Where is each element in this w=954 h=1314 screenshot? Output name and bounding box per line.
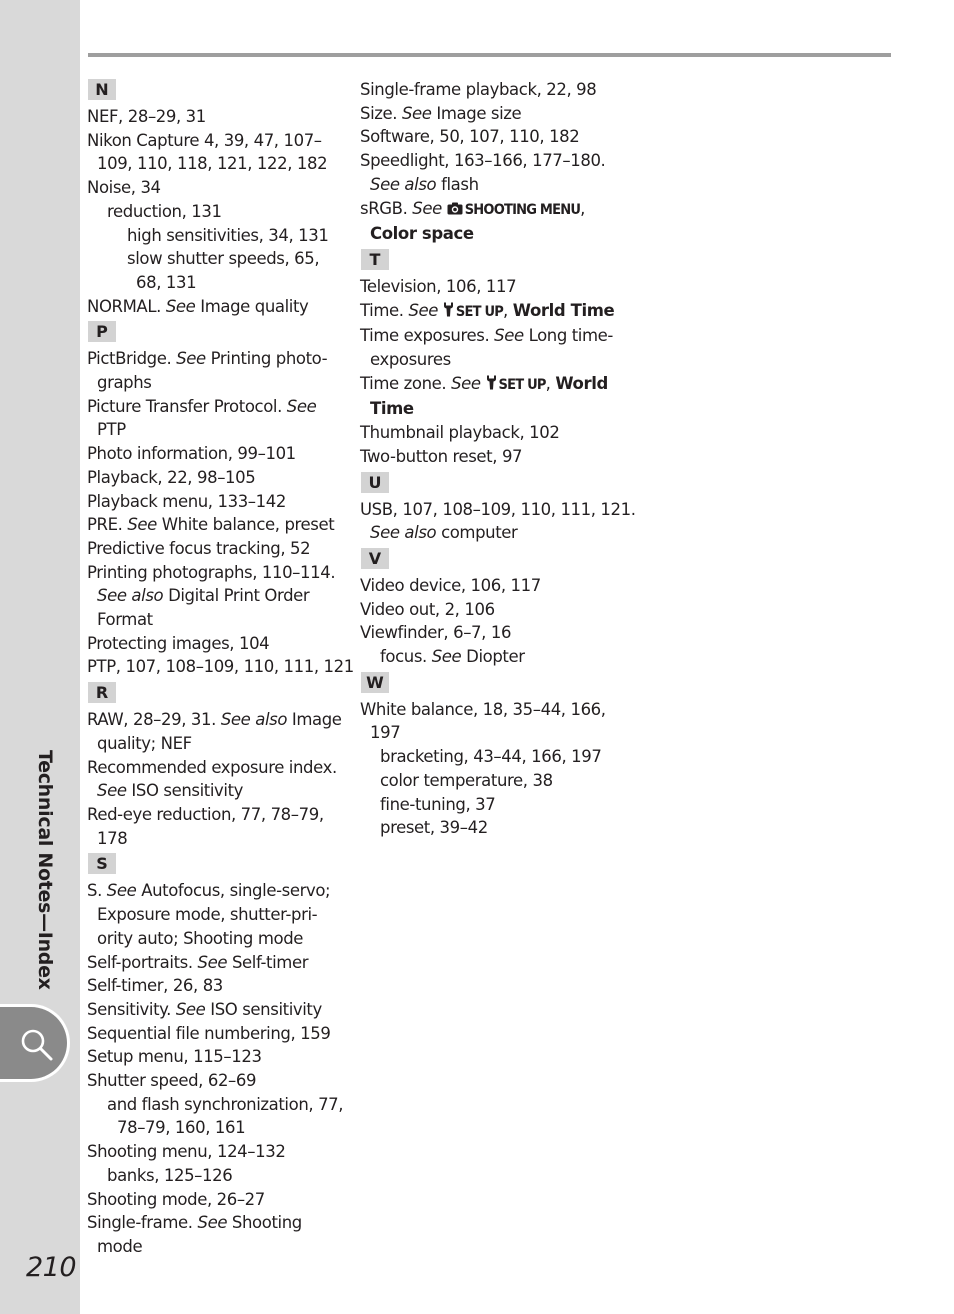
entry-text: Two-button reset, 97 — [360, 446, 523, 466]
entry-text: flash — [436, 174, 479, 194]
index-entry — [360, 149, 622, 173]
index-entry — [360, 421, 622, 445]
index-entry — [360, 745, 622, 769]
index-entry — [87, 779, 349, 803]
index-entry — [87, 879, 349, 903]
index-entry — [87, 1211, 349, 1235]
index-letter-heading: R — [88, 682, 116, 703]
entry-text: Television, 106, 117 — [360, 276, 517, 296]
index-entry — [360, 721, 622, 745]
entry-text: Format — [97, 610, 153, 630]
index-entry — [87, 1188, 349, 1212]
entry-text: Nikon Capture 4, 39, 47, 107– — [87, 130, 322, 150]
index-entry — [87, 927, 349, 951]
entry-text: Self-timer, 26, 83 — [87, 976, 223, 996]
index-entry — [360, 372, 622, 398]
entry-text: Shooting mode, 26–27 — [87, 1189, 265, 1209]
index-entry — [87, 1069, 349, 1093]
see-reference: See — [176, 349, 206, 369]
entry-text: banks, 125–126 — [107, 1165, 233, 1185]
index-entry — [87, 1022, 349, 1046]
index-entry — [360, 173, 622, 197]
index-entry — [87, 561, 349, 585]
entry-text: quality; NEF — [97, 733, 192, 753]
index-entry — [87, 466, 349, 490]
magnifier-icon — [20, 1028, 54, 1062]
see-reference: See — [175, 999, 206, 1019]
see-reference: See — [197, 1213, 228, 1233]
index-entry — [360, 197, 622, 223]
entry-text: sRGB. — [360, 198, 413, 218]
index-entry — [87, 655, 354, 679]
index-entry — [87, 105, 349, 129]
entry-text: Long time- — [523, 326, 613, 346]
entry-text: 197 — [370, 723, 401, 743]
wrench-icon — [443, 300, 454, 324]
index-letter-heading: W — [361, 672, 389, 693]
entry-text: mode — [97, 1236, 143, 1256]
index-entry — [360, 793, 622, 817]
index-entry — [360, 299, 622, 325]
see-reference: See — [451, 373, 481, 393]
index-entry — [360, 125, 622, 149]
index-entry — [87, 608, 349, 632]
entry-text: computer — [436, 523, 518, 543]
entry-text: Playback menu, 133–142 — [87, 491, 286, 511]
index-letter-heading: P — [88, 321, 116, 342]
section-title — [0, 750, 80, 990]
entry-text: ISO sensitivity — [205, 999, 322, 1019]
index-entry — [87, 537, 349, 561]
see-reference: See — [165, 296, 196, 316]
index-entry — [87, 200, 349, 224]
section-title-text: Technical Notes—Index — [34, 750, 56, 990]
entry-text: Thumbnail playback, 102 — [360, 423, 560, 443]
entry-text: PictBridge. — [87, 349, 177, 369]
menu-item-name: Time — [370, 399, 414, 419]
entry-text: Software, 50, 107, 110, 182 — [360, 127, 580, 147]
index-entry — [360, 498, 636, 522]
see-reference: See — [97, 781, 127, 801]
index-tab[interactable] — [0, 1004, 70, 1082]
index-entry — [360, 102, 622, 126]
entry-text: ority auto; Shooting mode — [97, 928, 304, 948]
entry-text: Speedlight, 163–166, 177–180. — [360, 151, 606, 171]
index-entry — [87, 903, 349, 927]
index-entry — [87, 224, 349, 248]
entry-text: USB, 107, 108–109, 110, 111, 121. — [360, 499, 636, 519]
entry-text: Time zone. — [360, 373, 452, 393]
see-reference: See also — [370, 174, 437, 194]
entry-text: Image — [287, 710, 342, 730]
entry-text: Shutter speed, 62–69 — [87, 1071, 257, 1091]
index-entry — [87, 1164, 349, 1188]
index-letter-heading: U — [361, 472, 389, 493]
entry-text: Image quality — [195, 296, 309, 316]
index-column-2 — [360, 78, 636, 840]
menu-item-name: World — [555, 373, 608, 393]
index-entry — [360, 598, 622, 622]
index-entry — [87, 756, 349, 780]
entry-text: PRE. — [87, 515, 128, 535]
entry-text: Image size — [431, 103, 522, 123]
entry-text: and flash synchronization, 77, — [107, 1094, 344, 1114]
sidebar — [0, 0, 80, 1314]
index-entry — [87, 998, 349, 1022]
entry-text: Setup menu, 115–123 — [87, 1047, 262, 1067]
see-reference: See — [127, 515, 157, 535]
entry-text: Single-frame. — [87, 1213, 198, 1233]
entry-text: ISO sensitivity — [126, 781, 244, 801]
index-entry — [87, 513, 349, 537]
index-entry — [87, 1140, 349, 1164]
menu-name: SET UP — [455, 303, 504, 320]
index-entry — [87, 1116, 349, 1140]
entry-text: Noise, 34 — [87, 178, 161, 198]
index-entry — [87, 442, 349, 466]
entry-text: Video out, 2, 106 — [360, 599, 495, 619]
index-entry — [360, 521, 622, 545]
entry-text: slow shutter speeds, 65, — [127, 249, 320, 269]
index-entry — [360, 574, 622, 598]
see-reference: See — [412, 198, 442, 218]
index-entry — [87, 490, 349, 514]
entry-text: 178 — [97, 828, 128, 848]
entry-text: Protecting images, 104 — [87, 633, 270, 653]
entry-text: Predictive focus tracking, 52 — [87, 538, 311, 558]
entry-text: fine-tuning, 37 — [380, 794, 496, 814]
see-reference: See also — [220, 710, 288, 730]
entry-text: , — [545, 373, 556, 393]
index-entry — [87, 708, 349, 732]
index-entry — [360, 698, 622, 722]
index-entry — [87, 732, 349, 756]
see-reference: See also — [97, 586, 164, 606]
index-letter-heading: S — [88, 853, 116, 874]
camera-icon — [447, 198, 463, 222]
index-entry — [87, 1045, 349, 1069]
index-entry — [87, 632, 349, 656]
see-reference: See — [286, 396, 317, 416]
index-entry — [360, 397, 622, 421]
entry-text: Digital Print Order — [163, 586, 310, 606]
entry-text: Autofocus, single-servo; — [136, 881, 331, 901]
entry-text: Time. — [360, 300, 409, 320]
entry-text: Photo information, 99–101 — [87, 444, 296, 464]
entry-text: Diopter — [461, 647, 525, 667]
index-entry — [360, 769, 622, 793]
entry-text: Self-portraits. — [87, 952, 198, 972]
wrench-icon — [486, 373, 497, 397]
index-entry — [87, 1235, 349, 1259]
entry-text: high sensitivities, 34, 131 — [127, 225, 329, 245]
see-reference: See — [401, 103, 432, 123]
menu-name: SHOOTING MENU — [464, 201, 581, 218]
index-entry — [87, 295, 349, 319]
entry-text: Time exposures. — [360, 326, 495, 346]
entry-text: bracketing, 43–44, 166, 197 — [380, 747, 602, 767]
entry-text: Size. — [360, 103, 402, 123]
index-entry — [87, 951, 349, 975]
index-entry — [87, 152, 349, 176]
entry-text: White balance, 18, 35–44, 166, — [360, 699, 606, 719]
menu-item-name: Color space — [370, 224, 474, 244]
entry-text: exposures — [370, 350, 451, 370]
page-number: 210 — [26, 1252, 77, 1283]
index-entry — [360, 222, 622, 246]
entry-text: color temperature, 38 — [380, 770, 553, 790]
entry-text: S. — [87, 881, 107, 901]
index-entry — [87, 129, 349, 153]
index-entry — [87, 176, 349, 200]
index-letter-heading: N — [88, 79, 116, 100]
index-entry — [87, 371, 349, 395]
entry-text: Sensitivity. — [87, 999, 176, 1019]
entry-text: Printing photo- — [205, 349, 328, 369]
index-entry — [87, 974, 349, 998]
entry-text: , — [580, 198, 585, 218]
entry-text: Video device, 106, 117 — [360, 575, 541, 595]
index-entry — [87, 584, 349, 608]
entry-text: reduction, 131 — [107, 201, 222, 221]
entry-text: NORMAL. — [87, 296, 166, 316]
index-entry — [360, 445, 622, 469]
see-reference: See — [408, 300, 439, 320]
index-entry — [360, 621, 622, 645]
index-column-1 — [87, 78, 354, 1259]
index-entry — [87, 803, 349, 827]
index-entry — [87, 827, 349, 851]
index-entry — [360, 324, 622, 348]
top-rule — [88, 53, 891, 57]
entry-text: Recommended exposure index. — [87, 757, 337, 777]
index-entry — [87, 247, 349, 271]
index-letter-heading: T — [361, 249, 389, 270]
index-entry — [87, 418, 349, 442]
index-entry — [360, 348, 622, 372]
entry-text: NEF, 28–29, 31 — [87, 107, 206, 126]
menu-item-name: World Time — [512, 300, 615, 320]
entry-text: Printing photographs, 110–114. — [87, 562, 336, 582]
entry-text: Shooting menu, 124–132 — [87, 1142, 286, 1162]
see-reference: See also — [370, 523, 437, 543]
index-entry — [87, 1093, 349, 1117]
entry-text: Exposure mode, shutter-pri- — [97, 905, 318, 925]
entry-text: 78–79, 160, 161 — [117, 1118, 246, 1138]
entry-text: RAW, 28–29, 31. — [87, 710, 221, 730]
index-entry — [360, 816, 622, 840]
entry-text: Viewfinder, 6–7, 16 — [360, 623, 512, 643]
entry-text: Single-frame playback, 22, 98 — [360, 80, 597, 99]
entry-text: Picture Transfer Protocol. — [87, 396, 287, 416]
index-entry — [360, 78, 622, 102]
see-reference: See — [197, 952, 228, 972]
index-entry — [87, 271, 349, 295]
see-reference: See — [106, 881, 137, 901]
entry-text: Red-eye reduction, 77, 78–79, — [87, 804, 324, 824]
entry-text: focus. — [380, 647, 432, 667]
index-entry — [360, 645, 622, 669]
entry-text: 68, 131 — [136, 272, 197, 292]
entry-text: graphs — [97, 373, 152, 393]
entry-text: Self-timer — [227, 952, 309, 972]
entry-text: preset, 39–42 — [380, 818, 488, 838]
entry-text: White balance, preset — [156, 515, 335, 535]
index-entry — [87, 395, 349, 419]
index-entry — [360, 275, 622, 299]
index-entry — [87, 347, 349, 371]
see-reference: See — [431, 647, 462, 667]
entry-text: Playback, 22, 98–105 — [87, 467, 256, 487]
menu-name: SET UP — [498, 376, 546, 393]
entry-text: 109, 110, 118, 121, 122, 182 — [97, 154, 328, 174]
entry-text: Shooting — [227, 1213, 302, 1233]
entry-text: Sequential file numbering, 159 — [87, 1023, 331, 1043]
entry-text: PTP — [97, 420, 126, 440]
index-letter-heading: V — [361, 548, 389, 569]
entry-text: , — [503, 300, 513, 320]
entry-text: PTP, 107, 108–109, 110, 111, 121 — [87, 657, 354, 677]
see-reference: See — [494, 326, 524, 346]
